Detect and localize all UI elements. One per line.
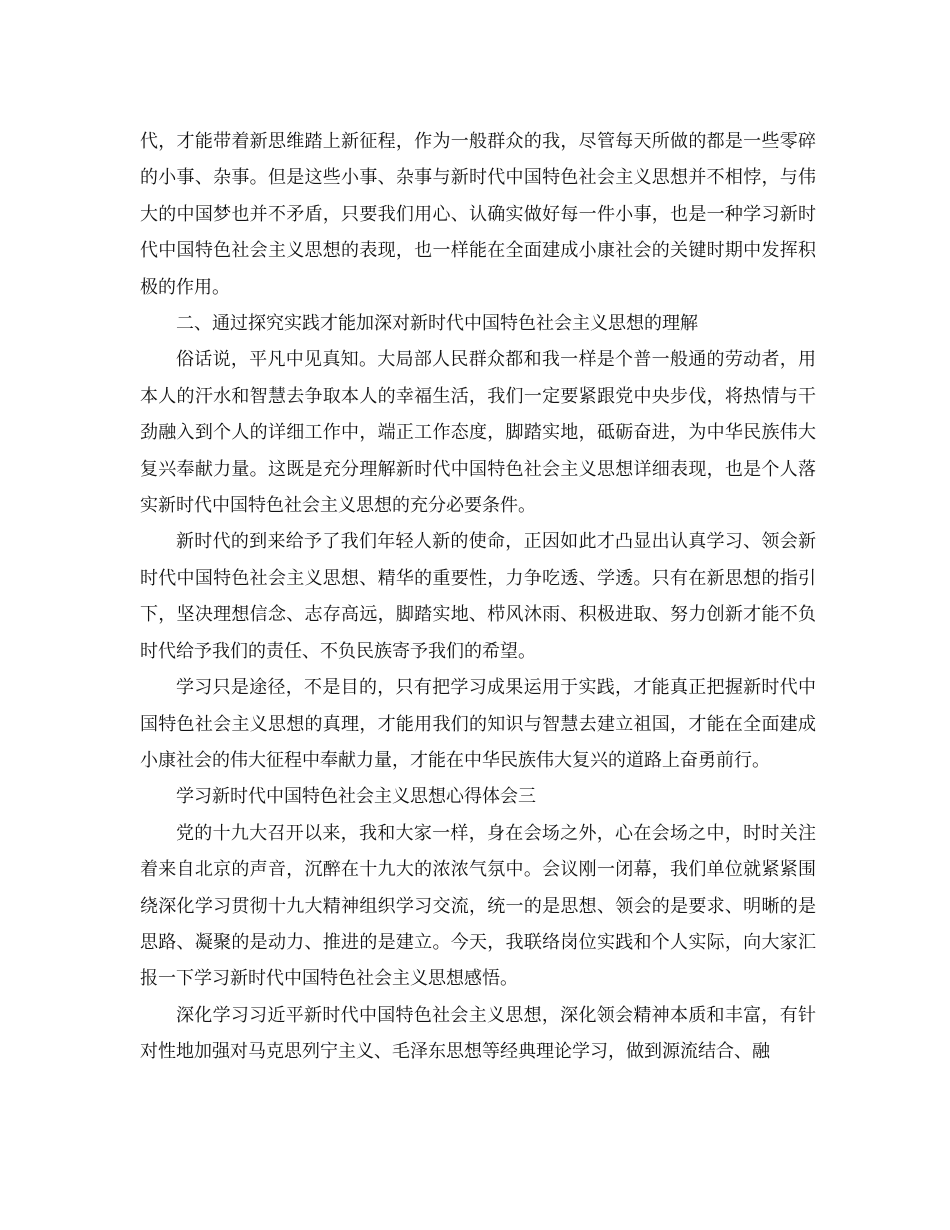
section-heading-two: 二、通过探究实践才能加深对新时代中国特色社会主义思想的理解	[176, 313, 698, 335]
paragraph: 俗话说，平凡中见真知。大局部人民群众都和我一样是个普一般通的劳动者，用本人的汗水和智慧去争取本人的幸福生活，我们一定要紧跟党中央步伐，将热情与干劲融入到个人的详细工作中，端正工作态度，脚踏实地，砥砺奋进，为中华民族伟大复兴奉献力量。这既是充分理解新时代中国特色社会主义思想详细表现，也是个人落实新时代中国特色社会主义思想的充分必要条件。	[140, 349, 816, 517]
paragraph: 党的十九大召开以来，我和大家一样，身在会场之外，心在会场之中，时时关注着来自北京的声音，沉醉在十九大的浓浓气氛中。会议刚一闭幕，我们单位就紧紧围绕深化学习贯彻十九大精神组织学习交流，统一的是思想、领会的是要求、明晰的是思路、凝聚的是动力、推进的是建立。今天，我联络岗位实践和个人实际，向大家汇报一下学习新时代中国特色社会主义思想感悟。	[140, 822, 816, 990]
paragraph: 新时代的到来给予了我们年轻人新的使命，正因如此才凸显出认真学习、领会新时代中国特色社会主义思想、精华的重要性，力争吃透、学透。只有在新思想的指引下，坚决理想信念、志存高远，脚踏实地、栉风沐雨、积极进取、努力创新才能不负时代给予我们的责任、不负民族寄予我们的希望。	[140, 531, 816, 662]
document-body	[140, 124, 816, 1071]
paragraph: 深化学习习近平新时代中国特色社会主义思想，深化领会精神本质和丰富，有针对性地加强对马克思列宁主义、毛泽东思想等经典理论学习，做到源流结合、融	[140, 1004, 816, 1063]
paragraph-continuation: 代，才能带着新思维踏上新征程，作为一般群众的我，尽管每天所做的都是一些零碎的小事、杂事。但是这些小事、杂事与新时代中国特色社会主义思想并不相悖，与伟大的中国梦也并不矛盾，只要我们用心、认确实做好每一件小事，也是一种学习新时代中国特色社会主义思想的表现，也一样能在全面建成小康社会的关键时期中发挥积极的作用。	[140, 131, 816, 298]
paragraph: 学习只是途径，不是目的，只有把学习成果运用于实践，才能真正把握新时代中国特色社会主义思想的真理，才能用我们的知识与智慧去建立祖国，才能在全面建成小康社会的伟大征程中奉献力量，才能在中华民族伟大复兴的道路上奋勇前行。	[140, 677, 816, 771]
article-title-three: 学习新时代中国特色社会主义思想心得体会三	[176, 786, 536, 808]
